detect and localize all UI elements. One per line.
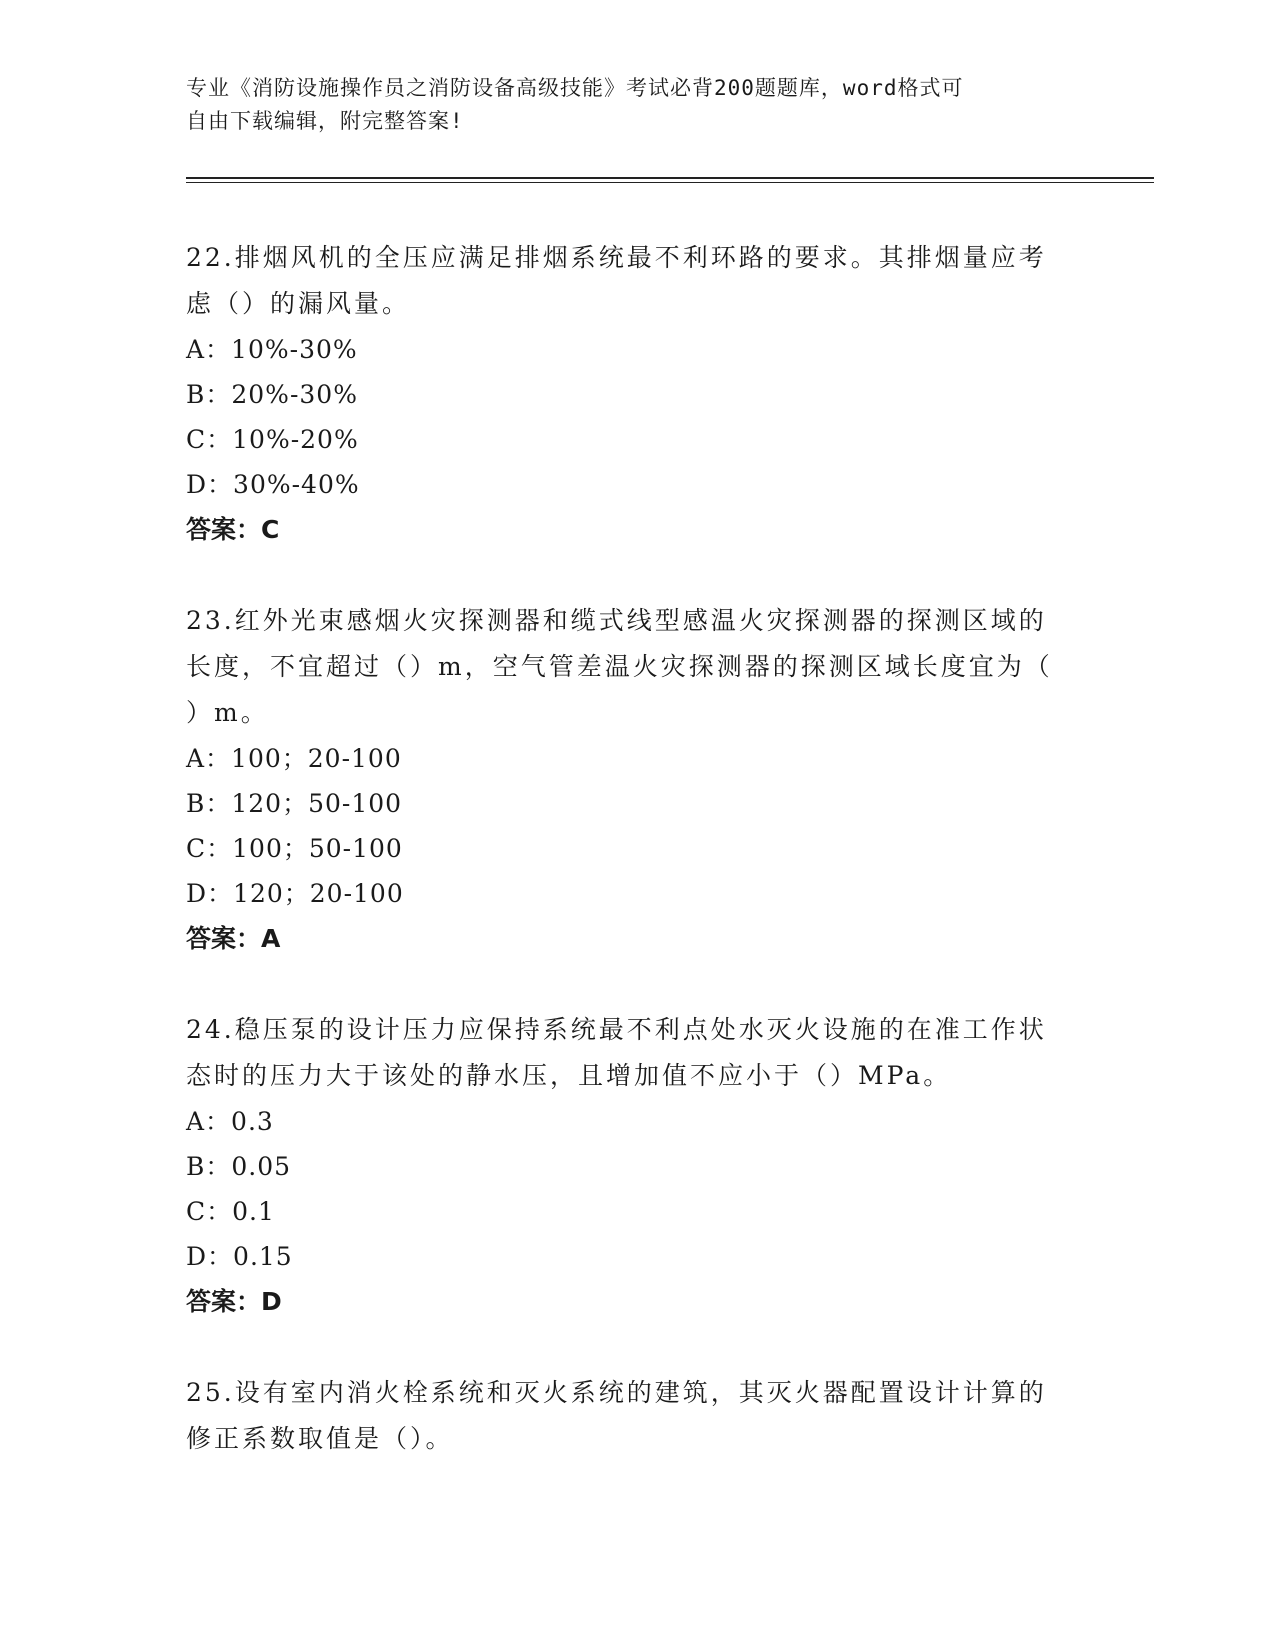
stem-line: 长度，不宜超过（）m，空气管差温火灾探测器的探测区域长度宜为（ bbox=[186, 652, 1053, 681]
option-b: B：0.05 bbox=[186, 1152, 292, 1181]
answer: 答案：D bbox=[186, 1287, 282, 1316]
option-a: A：10%-30% bbox=[186, 335, 358, 364]
stem-line: 虑（）的漏风量。 bbox=[186, 289, 411, 318]
question-22 bbox=[186, 235, 1086, 553]
answer: 答案：C bbox=[186, 515, 280, 544]
header-line-2: 自由下载编辑，附完整答案! bbox=[186, 109, 464, 133]
question-list bbox=[186, 235, 1086, 1507]
option-b: B：120；50-100 bbox=[186, 789, 403, 818]
option-d: D：120；20-100 bbox=[186, 879, 404, 908]
option-b: B：20%-30% bbox=[186, 380, 358, 409]
option-d: D：0.15 bbox=[186, 1242, 293, 1271]
stem-line: ）m。 bbox=[186, 698, 269, 727]
question-stem bbox=[186, 235, 1086, 327]
stem-line: 22.排烟风机的全压应满足排烟系统最不利环路的要求。其排烟量应考 bbox=[186, 243, 1047, 272]
question-25 bbox=[186, 1370, 1086, 1462]
stem-line: 24.稳压泵的设计压力应保持系统最不利点处水灭火设施的在准工作状 bbox=[186, 1015, 1047, 1044]
question-stem bbox=[186, 598, 1086, 736]
document-header bbox=[186, 72, 1066, 138]
option-c: C：10%-20% bbox=[186, 425, 359, 454]
option-a: A：100；20-100 bbox=[186, 744, 402, 773]
question-24 bbox=[186, 1007, 1086, 1325]
option-a: A：0.3 bbox=[186, 1107, 274, 1136]
header-divider-thin bbox=[186, 182, 1154, 183]
question-23 bbox=[186, 598, 1086, 962]
header-line-1: 专业《消防设施操作员之消防设备高级技能》考试必背200题题库，word格式可 bbox=[186, 76, 964, 100]
question-stem bbox=[186, 1007, 1086, 1099]
option-c: C：100；50-100 bbox=[186, 834, 403, 863]
option-c: C：0.1 bbox=[186, 1197, 275, 1226]
stem-line: 态时的压力大于该处的静水压，且增加值不应小于（）MPa。 bbox=[186, 1061, 952, 1090]
stem-line: 25.设有室内消火栓系统和灭火系统的建筑，其灭火器配置设计计算的 bbox=[186, 1378, 1047, 1407]
stem-line: 23.红外光束感烟火灾探测器和缆式线型感温火灾探测器的探测区域的 bbox=[186, 606, 1047, 635]
header-divider-thick bbox=[186, 177, 1154, 179]
answer: 答案：A bbox=[186, 924, 281, 953]
stem-line: 修正系数取值是（）。 bbox=[186, 1424, 454, 1453]
question-stem bbox=[186, 1370, 1086, 1462]
option-d: D：30%-40% bbox=[186, 470, 360, 499]
